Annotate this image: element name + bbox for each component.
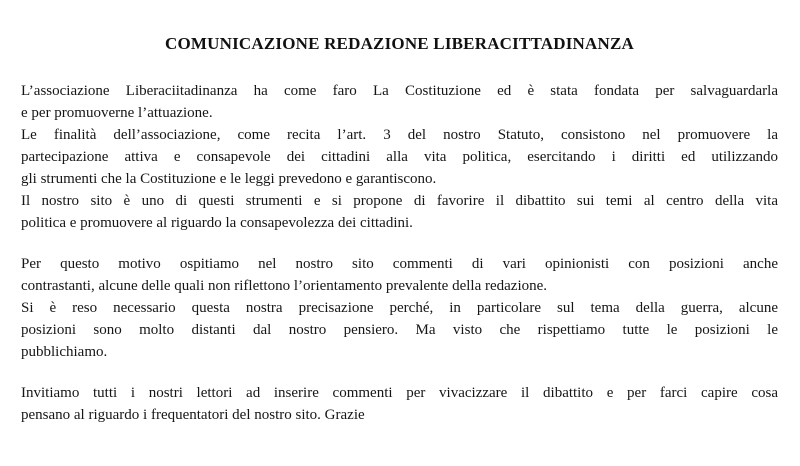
paragraph-line: Le finalità dell’associazione, come recita l’art. 3 del nostro Statuto, consistono nel promuovere la [21,127,778,143]
document-title: COMUNICAZIONE REDAZIONE LIBERACITTADINANZA [164,34,635,53]
document-body [21,80,778,426]
paragraph-line: politica e promuovere al riguardo la consapevolezza dei cittadini. [21,215,413,231]
paragraph-line: L’associazione Liberaciitadinanza ha come faro La Costituzione ed è stata fondata per salvaguardarla [21,83,778,99]
paragraph-line: Invitiamo tutti i nostri lettori ad inserire commenti per vivacizzare il dibattito e per farci capire cosa [21,385,778,401]
paragraph-line: pensano al riguardo i frequentatori del nostro sito. Grazie [21,407,365,423]
paragraph [21,124,778,190]
paragraph [21,382,778,426]
paragraph-line: pubblichiamo. [21,344,108,360]
paragraph-line: e per promuoverne l’attuazione. [21,105,213,121]
paragraph-line: partecipazione attiva e consapevole dei cittadini alla vita politica, esercitando i diritti ed utilizzando [21,149,778,165]
paragraph-line: posizioni sono molto distanti dal nostro pensiero. Ma visto che rispettiamo tutte le posizioni le [21,322,778,338]
paragraph [21,190,778,234]
paragraph [21,253,778,297]
paragraph [21,297,778,363]
paragraph-line: contrastanti, alcune delle quali non riflettono l’orientamento prevalente della redazione. [21,278,548,294]
paragraph-line: gli strumenti che la Costituzione e le leggi prevedono e garantiscono. [21,171,437,187]
paragraph-line: Il nostro sito è uno di questi strumenti e si propone di favorire il dibattito sui temi al centro della vita [21,193,778,209]
paragraph [21,80,778,124]
paragraph-line: Si è reso necessario questa nostra precisazione perché, in particolare sul tema della guerra, alcune [21,300,778,316]
paragraph-line: Per questo motivo ospitiamo nel nostro sito commenti di vari opinionisti con posizioni anche [21,256,778,272]
